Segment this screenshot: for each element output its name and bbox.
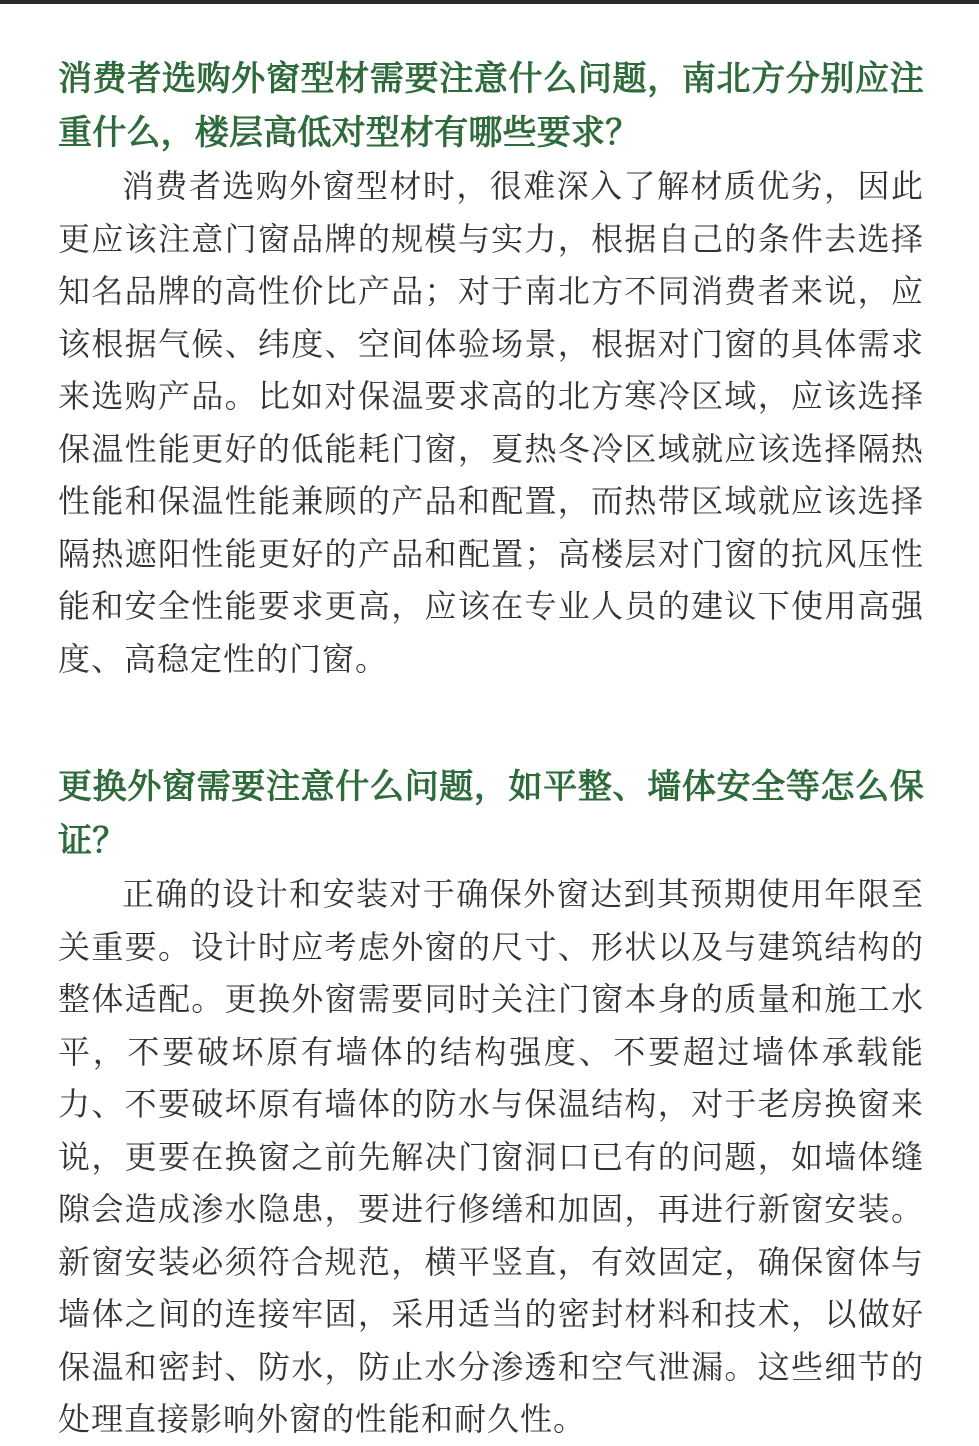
section-paragraph: 消费者选购外窗型材时，很难深入了解材质优劣，因此更应该注意门窗品牌的规模与实力，根据自己的条件去选择知名品牌的高性价比产品；对于南北方不同消费者来说，应该根据气候、纬度、空间体验场景，根据对门窗的具体需求来选购产品。比如对保温要求高的北方寒冷区域，应该选择保温性能更好的低能耗门窗，夏热冬冷区域就应该选择隔热性能和保温性能兼顾的产品和配置，而热带区域就应该选择隔热遮阳性能更好的产品和配置；高楼层对门窗的抗风压性能和安全性能要求更高，应该在专业人员的建议下使用高强度、高稳定性的门窗。 (58, 167, 924, 678)
section-paragraph: 正确的设计和安装对于确保外窗达到其预期使用年限至关重要。设计时应考虑外窗的尺寸、形状以及与建筑结构的整体适配。更换外窗需要同时关注门窗本身的质量和施工水平，不要破坏原有墙体的结构强度、不要超过墙体承载能力、不要破坏原有墙体的防水与保温结构，对于老房换窗来说，更要在换窗之前先解决门窗洞口已有的问题，如墙体缝隙会造成渗水隐患，要进行修缮和加固，再进行新窗安装。新窗安装必须符合规范，横平竖直，有效固定，确保窗体与墙体之间的连接牢固，采用适当的密封材料和技术，以做好保温和密封、防水，防止水分渗透和空气泄漏。这些细节的处理直接影响外窗的性能和耐久性。 (58, 875, 924, 1438)
article-content (58, 52, 924, 1446)
section-heading: 消费者选购外窗型材需要注意什么问题，南北方分别应注重什么，楼层高低对型材有哪些要求？ (58, 59, 924, 153)
top-divider-bar (0, 0, 979, 4)
qa-section-window-profile (58, 52, 924, 685)
section-heading: 更换外窗需要注意什么问题，如平整、墙体安全等怎么保证？ (58, 767, 924, 861)
qa-section-window-replacement (58, 760, 924, 1446)
